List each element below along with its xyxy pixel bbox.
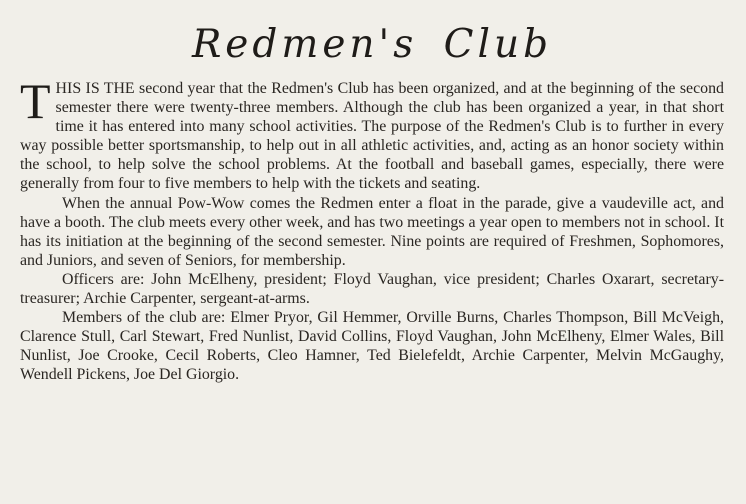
paragraph-members: Members of the club are: Elmer Pryor, Gil Hemmer, Orville Burns, Charles Thompson, Bill McVeigh, Clarence Stull, Carl Stewart, Fred Nunlist, David Collins, Floyd Vaughan, John McElheny, Elmer Wales, Bill Nunlist, Joe Crooke, Cecil Roberts, Cleo Hamner, Ted Bielefeldt, Archie Carpenter, Melvin McGaughy, Wendell Pickens, Joe Del Giorgio. bbox=[20, 309, 724, 384]
paragraph-officers: Officers are: John McElheny, president; Floyd Vaughan, vice president; Charles Oxarart, secretary-treasurer; Archie Carpenter, sergeant-at-arms. bbox=[20, 270, 724, 308]
page-title: Redmen's Club bbox=[191, 22, 553, 67]
article-body bbox=[20, 73, 724, 385]
paragraph-activities: When the annual Pow-Wow comes the Redmen enter a float in the parade, give a vaudeville act, and have a booth. The club meets every other week, and has two meetings a year open to members not in school. It has its initiation at the beginning of the second semester. Nine points are required of Freshmen, Sophomores, and Juniors, and seven of Seniors, for membership. bbox=[20, 194, 724, 269]
lead-in-caps: HIS IS THE bbox=[55, 80, 135, 97]
paragraph-intro-text: second year that the Redmen's Club has been organized, and at the beginning of the second semester there were twenty-three members. Although the club has been organized a year, in that short time it has entered into many school activities. The purpose of the Redmen's Club is to further in every way possible better sportsmanship, to help out in all athletic activities, and, acting as an honor society within the school, to help solve the school problems. At the football and baseball games, especially, there were generally from four to five members to help with the tickets and seating. bbox=[20, 80, 724, 193]
paragraph-intro bbox=[20, 73, 724, 194]
drop-cap: T bbox=[20, 73, 51, 129]
